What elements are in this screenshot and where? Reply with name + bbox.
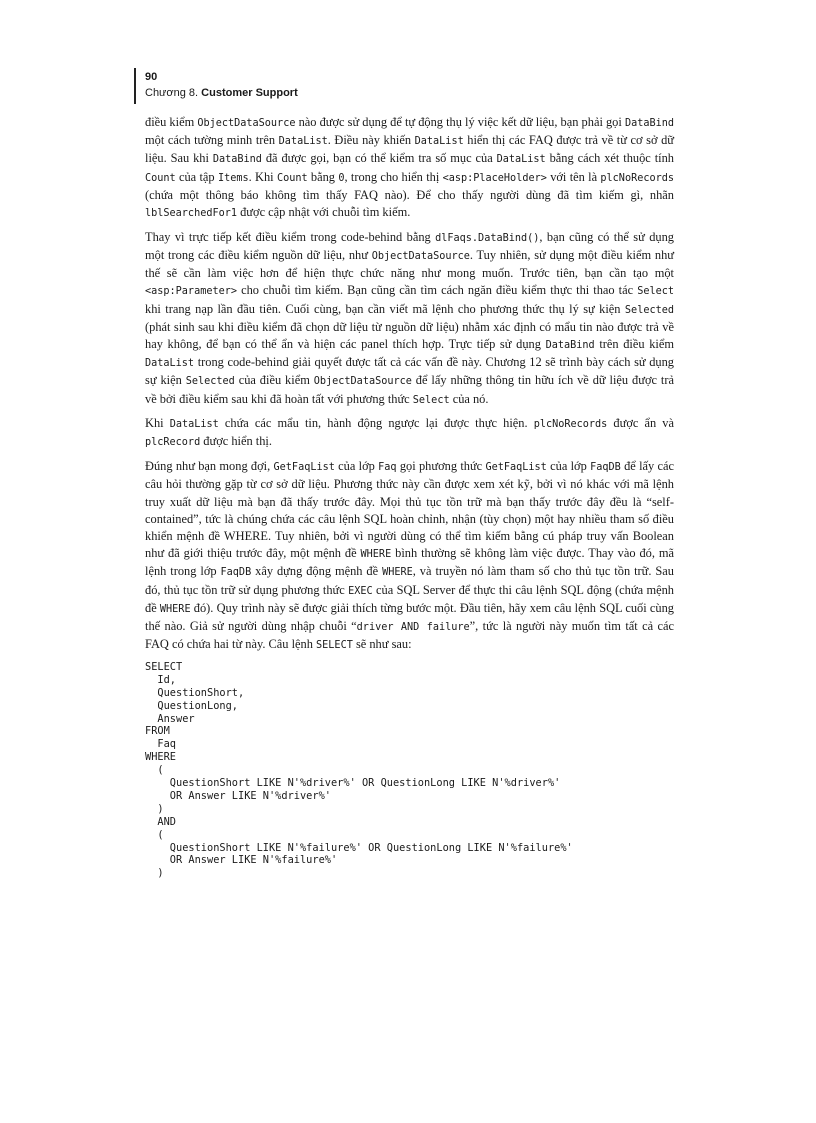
page-content <box>145 114 674 880</box>
chapter-heading <box>145 84 298 102</box>
inline-code: Count <box>276 172 308 184</box>
inline-code: Faq <box>378 462 397 474</box>
inline-code: ObjectDataSource <box>371 250 470 262</box>
inline-code: Count <box>145 172 176 184</box>
inline-code: GetFaqList <box>273 462 335 474</box>
inline-code: plcNoRecords <box>533 419 608 431</box>
paragraph-1: điều kiểm ObjectDataSource nào được sử dụng để tự động thụ lý việc kết dữ liệu, bạn phải gọi DataBind một cách tường minh trên DataList. Điều này khiến DataList hiển thị các FAQ được trả về từ cơ sở dữ liệu. Sau khi DataBind đã được gọi, bạn có thể kiểm tra số mục của DataList bằng cách xét thuộc tính Count của tập Items. Khi Count bằng 0, trong cho hiển thị <asp:PlaceHolder> với tên là plcNoRecords (chứa một thông báo không tìm thấy FAQ nào). Để cho thấy người dùng đã tìm kiếm gì, nhãn lblSearchedFor1 được cập nhật với chuỗi tìm kiếm. <box>145 115 675 220</box>
inline-code: DataBind <box>212 154 262 166</box>
inline-code: WHERE <box>360 549 392 561</box>
inline-code: ObjectDataSource <box>313 376 412 388</box>
inline-code: DataList <box>414 136 464 148</box>
paragraph-2: Thay vì trực tiếp kết điều kiểm trong code-behind bằng dlFaqs.DataBind(), bạn cũng có thể sử dụng một trong các điều kiểm nguồn dữ liệu, như ObjectDataSource. Tuy nhiên, sử dụng một điều kiểm như thế sẽ cần làm việc hơn để hiện thực chức năng như mong muốn. Trước tiên, bạn cần tạo một <asp:Parameter> cho chuỗi tìm kiếm. Bạn cũng cần tìm cách ngăn điều kiểm thực thi thao tác Select khi trang nạp lần đầu tiên. Cuối cùng, bạn cần viết mã lệnh cho phương thức thụ lý sự kiện Selected (phát sinh sau khi điều kiểm đã chọn dữ liệu từ nguồn dữ liệu) nhằm xác định có mẩu tin nào được trả về hay không, để bạn có thể ẩn và hiện các panel thích hợp. Trực tiếp sử dụng DataBind trên điều kiểm DataList trong code-behind giải quyết được tất cả các vấn đề này. Chương 12 sẽ trình bày cách sử dụng sự kiện Selected của điều kiểm ObjectDataSource để lấy những thông tin hữu ích về dữ liệu được trả về bởi điều kiểm sau khi đã hoàn tất với phương thức Select của nó. <box>145 229 674 406</box>
chapter-title: Customer Support <box>201 87 298 99</box>
chapter-prefix: Chương 8. <box>145 87 202 99</box>
inline-code: WHERE <box>159 603 191 615</box>
inline-code: WHERE <box>382 567 413 579</box>
inline-code: Selected <box>185 376 235 388</box>
inline-code: <asp:PlaceHolder> <box>442 172 547 184</box>
inline-code: DataList <box>145 358 195 370</box>
inline-code: FaqDB <box>590 462 621 474</box>
inline-code: plcRecord <box>145 437 201 449</box>
inline-code: Select <box>412 394 450 406</box>
page-header <box>134 68 298 104</box>
paragraph-3: Khi DataList chứa các mẩu tin, hành động ngược lại được thực hiện. plcNoRecords được ẩn và plcRecord được hiển thị. <box>145 416 674 449</box>
inline-code: driver AND failure <box>356 621 470 633</box>
page-number: 90 <box>145 71 158 83</box>
inline-code: ObjectDataSource <box>197 118 296 129</box>
inline-code: DataList <box>278 136 328 148</box>
inline-code: plcNoRecords <box>600 172 675 184</box>
inline-code: SELECT <box>316 640 353 652</box>
inline-code: DataList <box>496 154 546 166</box>
inline-code: lblSearchedFor1 <box>145 208 238 220</box>
paragraph-4: Đúng như bạn mong đợi, GetFaqList của lớp Faq gọi phương thức GetFaqList của lớp FaqDB để lấy các câu hỏi thường gặp từ cơ sở dữ liệu. Phương thức này cần được xem xét kỹ, bởi vì nó khác với mã lệnh truy xuất dữ liệu mà bạn đã thấy trước đây. Mọi thủ tục tồn trữ mà bạn thấy trước đây đều là “self-contained”, tức là chúng chứa các câu lệnh SQL hoàn chỉnh, nhận (tùy chọn) một hay nhiều tham số điều khiển mệnh đề WHERE. Tuy nhiên, bởi vì người dùng có thể tìm kiếm bằng cú pháp truy vấn Boolean như đã giới thiệu trước đây, một mệnh đề WHERE bình thường sẽ không làm việc được. Thay vào đó, mã lệnh trong lớp FaqDB xây dựng động mệnh đề WHERE, và truyền nó làm tham số cho thủ tục tồn trữ. Sau đó, thủ tục tồn trữ sử dụng phương thức EXEC của SQL Server để thực thi câu lệnh SQL động (chứa mệnh đề WHERE đó). Quy trình này sẽ được giải thích từng bước một. Đầu tiên, hãy xem câu lệnh SQL cuối cùng thế nào. Giả sử người dùng nhập chuỗi “driver AND failure”, tức là người này muốn tìm tất cả các FAQ có chứa hai từ này. Câu lệnh SELECT sẽ như sau: <box>145 459 674 652</box>
inline-code: FaqDB <box>220 567 252 579</box>
inline-code: <asp:Parameter> <box>145 286 238 298</box>
inline-code: 0 <box>338 172 345 184</box>
inline-code: Items <box>217 172 249 184</box>
inline-code: DataBind <box>545 339 595 351</box>
sql-code-block: SELECT Id, QuestionShort, QuestionLong, Answer FROM Faq WHERE ( QuestionShort LIKE N'%driver%' OR QuestionLong LIKE N'%driver%' OR Answer LIKE N'%driver%' ) AND ( QuestionShort LIKE N'%failure%' OR QuestionLong LIKE N'%failure%' OR Answer LIKE N'%failure%' ) <box>145 660 573 880</box>
inline-code: DataBind <box>624 118 675 129</box>
inline-code: GetFaqList <box>485 462 547 474</box>
inline-code: Selected <box>624 304 674 316</box>
inline-code: EXEC <box>348 585 373 597</box>
inline-code: Select <box>637 286 674 298</box>
inline-code: DataList <box>169 419 219 431</box>
inline-code: dlFaqs.DataBind() <box>435 232 540 244</box>
